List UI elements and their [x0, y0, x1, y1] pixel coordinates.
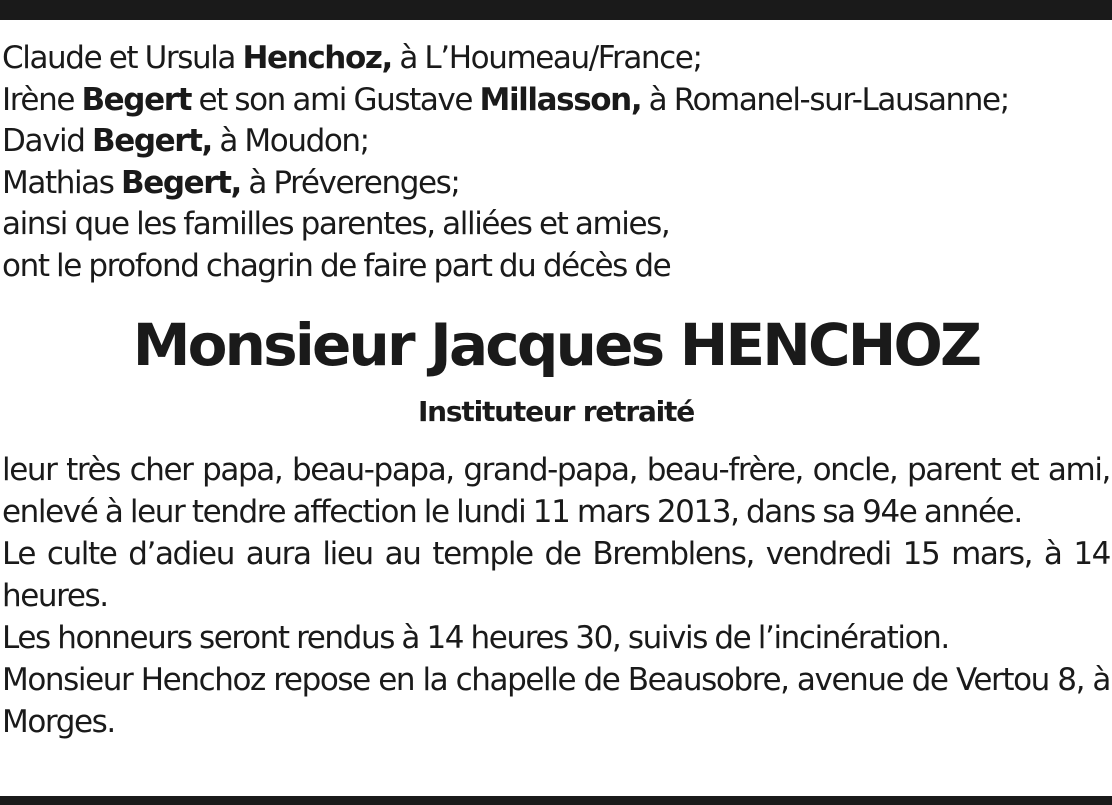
family-location: à Préverenges;	[240, 164, 460, 201]
family-line	[2, 80, 1110, 122]
family-line	[2, 246, 1110, 288]
family-surname: Henchoz,	[242, 40, 392, 76]
family-line-text: Mathias	[2, 164, 121, 201]
family-line-text: David	[2, 123, 92, 159]
family-line-text: ont le profond chagrin de faire part du décès de	[2, 247, 671, 284]
family-surname: Begert	[81, 81, 192, 118]
family-line-text: et son ami Gustave	[191, 81, 480, 118]
family-surname: Begert,	[120, 164, 241, 201]
family-line	[2, 204, 1110, 246]
family-line-text: Claude et Ursula	[2, 40, 243, 76]
family-line	[2, 163, 1110, 205]
family-surname: Millasson,	[479, 81, 642, 118]
bottom-border-rule	[0, 796, 1112, 805]
deceased-title: Instituteur retraité	[417, 395, 695, 428]
family-location: à Moudon;	[211, 123, 369, 159]
family-line	[2, 121, 1110, 163]
family-location: à Romanel-sur-Lausanne;	[641, 81, 1009, 118]
family-surname: Begert,	[91, 123, 212, 159]
honours-paragraph: Les honneurs seront rendus à 14 heures 30, suivis de l’incinération.	[2, 620, 949, 656]
family-announcement	[2, 38, 1110, 287]
obituary-paragraph: leur très cher papa, beau-papa, grand-papa, beau-frère, oncle, parent et ami, enlevé à leur tendre affection le lundi 11 mars 2013, dans sa 94e année.	[2, 452, 1110, 530]
funeral-service-paragraph: Le culte d’adieu aura lieu au temple de Bremblens, vendredi 15 mars, à 14 heures.	[2, 536, 1110, 614]
deceased-name: Monsieur Jacques HENCHOZ	[132, 311, 980, 379]
obituary-body	[2, 449, 1110, 743]
family-line-text: Irène	[2, 81, 82, 118]
top-border-rule	[0, 0, 1112, 20]
family-line-text: ainsi que les familles parentes, alliées et amies,	[2, 206, 670, 242]
family-line	[2, 38, 1110, 80]
repose-location-paragraph: Monsieur Henchoz repose en la chapelle de Beausobre, avenue de Vertou 8, à Morges.	[2, 662, 1110, 740]
family-location: à L’Houmeau/France;	[391, 40, 702, 76]
